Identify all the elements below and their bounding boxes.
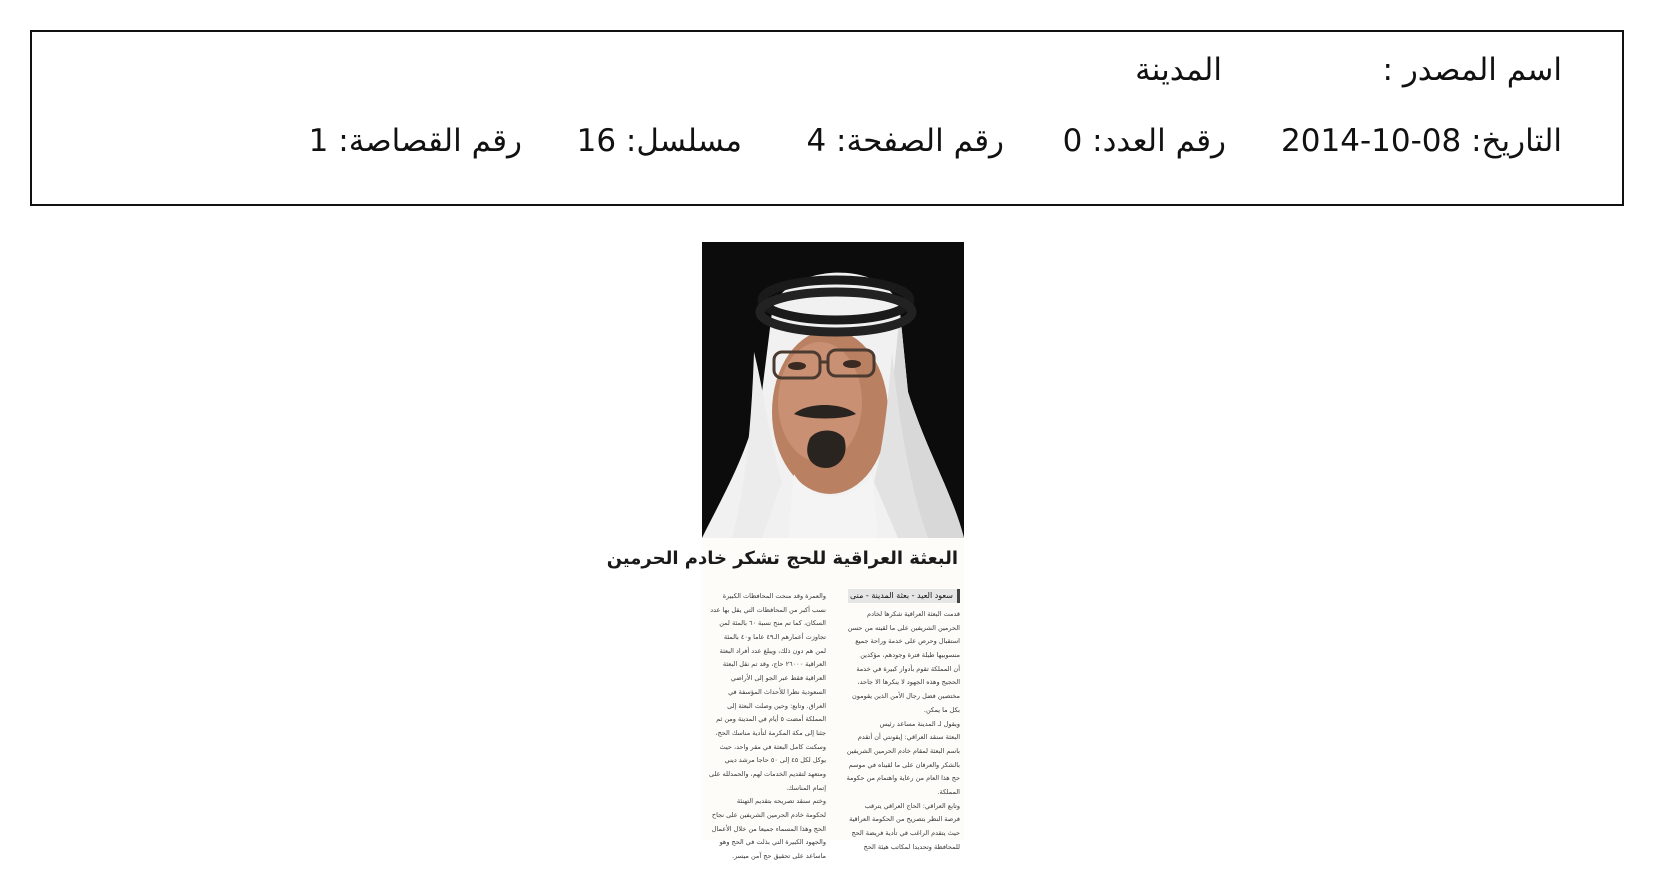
- text-line: المملكة.: [937, 787, 960, 796]
- text-line: وسكنت كامل البعثة في مقر واحد، حيث: [719, 742, 826, 751]
- text-line: يوكل لكل ٤٥ إلى ٥٠ حاجا مرشد ديني: [724, 756, 826, 765]
- source-value: المدينة: [1135, 52, 1222, 88]
- text-line: وتابع العراقي: الحاج العراقي يترقب: [864, 801, 960, 810]
- text-line: تجاوزت أعمارهم الـ٤٩ عاما و٤٠ بالمئة: [723, 633, 826, 642]
- text-line: والعمرة وقد منحت المحافظات الكبيرة: [722, 592, 826, 600]
- text-line: جئنا إلى مكة المكرمة لتأدية مناسك الحج،: [715, 728, 826, 737]
- text-line: لحكومة خادم الحرمين الشريفين على نجاح: [711, 811, 826, 819]
- text-line: للمحافظة وتحديدا لمكاتب هيئة الحج: [863, 842, 960, 851]
- text-line: السكان، كما تم منح نسبة ٦٠ بالمئة لمن: [719, 619, 826, 628]
- text-line: الحج وهذا المسماء جميعا من خلال الأعمال: [711, 824, 826, 833]
- text-line: أن المملكة تقوم بأدوار كبيرة في خدمة: [856, 664, 960, 673]
- text-line: السعودية نظرا للأحداث المؤسفة في: [728, 687, 826, 696]
- text-line: مختصين فضل رجال الأمن الذين يقومون: [851, 692, 960, 701]
- text-line: والجهود الكبيرة التي بذلت في الحج وهو: [719, 838, 826, 847]
- text-line: قدمت البعثة العراقية شكرها لخادم: [867, 610, 960, 618]
- portrait-illustration: [702, 242, 964, 538]
- article-column-left: [708, 590, 826, 861]
- text-line: منسوبيها طيلة فترة وجودهم، مؤكدين: [860, 651, 960, 660]
- text-line: حج هذا العام من رعاية واهتمام من حكومة: [846, 774, 960, 783]
- article-column-right: [842, 608, 960, 851]
- text-line: بكل ما يمكن.: [923, 705, 960, 714]
- metadata-box: [30, 30, 1624, 206]
- page-number: رقم الصفحة: 4: [806, 123, 1004, 159]
- text-line: لمن هم دون ذلك، ويبلغ عدد أفراد البعثة: [719, 646, 826, 655]
- source-label: اسم المصدر :: [1382, 52, 1562, 88]
- newspaper-clipping: [606, 242, 964, 861]
- text-line: إتمام المناسك.: [786, 783, 826, 792]
- text-line: نسب أكبر من المحافظات التي يقل بها عدد: [710, 605, 826, 614]
- text-line: العراق. وتابع: وحين وصلت البعثة إلى: [727, 701, 826, 710]
- text-line: العراقية فقط عبر الجو إلى الأراضي: [730, 674, 826, 683]
- issue-number: رقم العدد: 0: [1062, 123, 1226, 159]
- date-field: التاريخ: 08-10-2014: [1281, 123, 1562, 159]
- text-line: فرصة النظر بتصريح من الحكومة العراقية: [849, 815, 960, 824]
- text-line: استقبال وحرص على خدمة وراحة جميع: [855, 637, 960, 646]
- text-line: الحجيج وهذه الجهود لا ينكرها الا جاحد،: [857, 678, 960, 687]
- text-line: حيث يتقدم الراغب في تأدية فريضة الحج: [851, 829, 960, 837]
- clip-number: رقم القصاصة: 1: [308, 123, 522, 159]
- text-line: ويقول لـ المدينة مساعد رئيس: [879, 719, 960, 728]
- text-line: العراقية ٢٦٠٠٠ حاج، وقد تم نقل البعثة: [722, 660, 826, 669]
- serial-number: مسلسل: 16: [576, 123, 742, 159]
- text-line: وختم سنقد تصريحه بتقديم التهنئة: [736, 797, 826, 806]
- text-line: بالشكر والعرفان على ما لقيناه في موسم: [848, 760, 960, 769]
- text-line: باسم البعثة لمقام خادم الحرمين الشريفين: [846, 746, 960, 755]
- portrait-photo: [702, 242, 964, 538]
- text-line: ومتعهد لتقديم الخدمات لهم، والحمدلله على: [709, 769, 826, 778]
- text-line: ماساعد على تحقيق حج آمن ميسر.: [732, 852, 826, 861]
- article-byline: سعود العيد - بعثة المدينة - منى: [848, 589, 960, 603]
- article-headline: البعثة العراقية للحج تشكر خادم الحرمين: [606, 548, 958, 569]
- text-line: الحرمين الشريفين على ما لقيته من حسن: [847, 623, 960, 632]
- text-line: المملكة أمضت ٥ أيام في المدينة ومن ثم: [716, 715, 826, 724]
- text-line: البعثة سنقد العراقي: إيقونتي أن أتقدم: [857, 733, 960, 742]
